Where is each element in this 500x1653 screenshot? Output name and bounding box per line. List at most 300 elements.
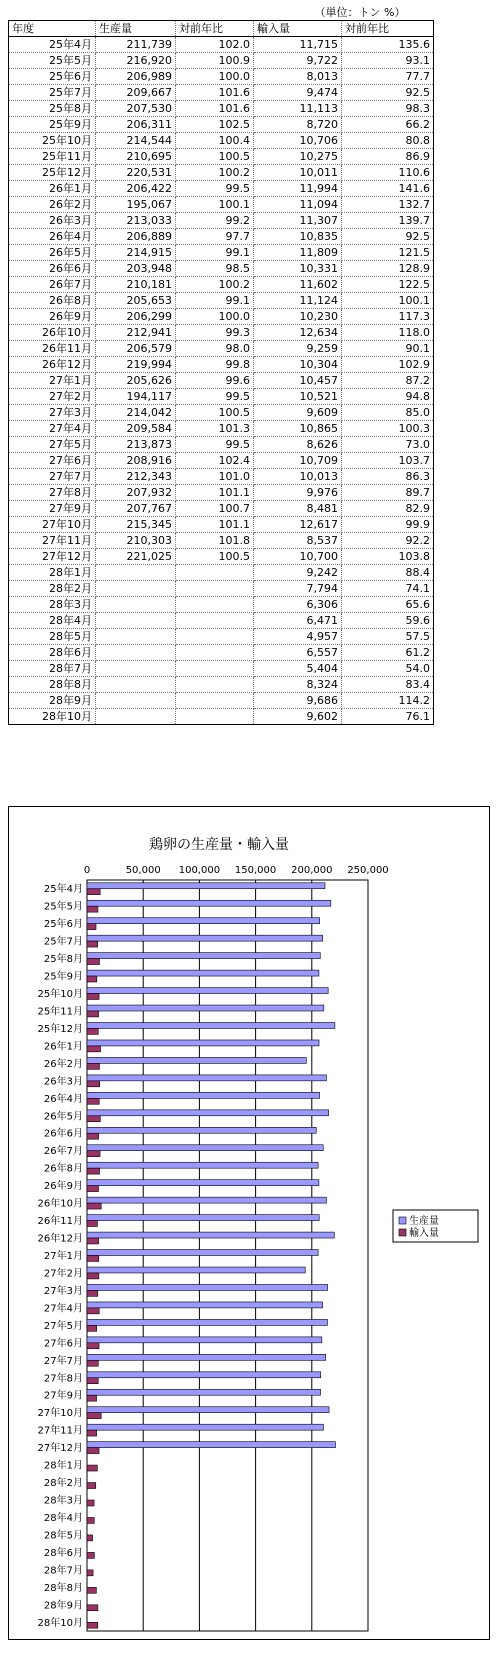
bar-imports xyxy=(87,924,96,930)
bar-production xyxy=(87,935,323,941)
bar-production xyxy=(87,1372,321,1378)
cell-production: 203,948 xyxy=(96,261,176,277)
cell-imports-yoy: 92.5 xyxy=(342,85,434,101)
cell-imports-yoy: 121.5 xyxy=(342,245,434,261)
bar-production xyxy=(87,1127,316,1133)
bar-production xyxy=(87,1057,306,1063)
bar-production xyxy=(87,1162,318,1168)
cell-imports-yoy: 99.9 xyxy=(342,517,434,533)
x-tick-label: 100,000 xyxy=(178,865,221,876)
bar-production xyxy=(87,1354,326,1360)
cell-imports: 10,521 xyxy=(254,389,342,405)
bar-production xyxy=(87,1319,327,1325)
category-label: 25年8月 xyxy=(43,954,83,966)
cell-production-yoy: 100.2 xyxy=(176,165,254,181)
cell-month: 26年8月 xyxy=(9,293,96,309)
bar-imports xyxy=(87,1605,98,1611)
bar-production xyxy=(87,1040,319,1046)
cell-month: 28年2月 xyxy=(9,581,96,597)
cell-imports: 10,457 xyxy=(254,373,342,389)
cell-production-yoy: 101.6 xyxy=(176,101,254,117)
cell-production-yoy xyxy=(176,709,254,725)
bar-imports xyxy=(87,1552,94,1558)
table-row xyxy=(9,693,434,709)
category-label: 27年5月 xyxy=(43,1320,83,1332)
category-label: 28年3月 xyxy=(43,1495,83,1507)
cell-month: 28年4月 xyxy=(9,613,96,629)
cell-production-yoy: 99.1 xyxy=(176,293,254,309)
table-row xyxy=(9,709,434,725)
table-row xyxy=(9,469,434,485)
cell-imports: 11,994 xyxy=(254,181,342,197)
table-row xyxy=(9,325,434,341)
bar-imports xyxy=(87,1203,101,1209)
cell-imports: 10,275 xyxy=(254,149,342,165)
table-row xyxy=(9,501,434,517)
cell-production xyxy=(96,629,176,645)
bar-imports xyxy=(87,1168,100,1174)
cell-month: 28年5月 xyxy=(9,629,96,645)
bar-production xyxy=(87,1267,305,1273)
cell-production xyxy=(96,709,176,725)
bar-imports xyxy=(87,1622,98,1628)
cell-imports-yoy: 132.7 xyxy=(342,197,434,213)
category-label: 25年4月 xyxy=(43,884,83,896)
cell-production-yoy: 101.1 xyxy=(176,485,254,501)
bar-imports xyxy=(87,1133,99,1139)
cell-month: 27年10月 xyxy=(9,517,96,533)
bar-production xyxy=(87,1407,329,1413)
bar-production xyxy=(87,953,320,959)
cell-month: 25年8月 xyxy=(9,101,96,117)
table-row xyxy=(9,661,434,677)
cell-imports: 6,306 xyxy=(254,597,342,613)
cell-imports-yoy: 73.0 xyxy=(342,437,434,453)
cell-month: 28年10月 xyxy=(9,709,96,725)
cell-imports-yoy: 122.5 xyxy=(342,277,434,293)
category-label: 27年10月 xyxy=(37,1408,83,1420)
bar-imports xyxy=(87,1186,98,1192)
table-row xyxy=(9,245,434,261)
cell-production-yoy: 99.2 xyxy=(176,213,254,229)
cell-month: 28年3月 xyxy=(9,597,96,613)
bar-production xyxy=(87,1232,334,1238)
cell-imports: 10,709 xyxy=(254,453,342,469)
bar-imports xyxy=(87,1221,97,1227)
bar-imports xyxy=(87,1063,99,1069)
cell-imports-yoy: 100.3 xyxy=(342,421,434,437)
cell-production: 207,932 xyxy=(96,485,176,501)
cell-production-yoy xyxy=(176,677,254,693)
bar-production xyxy=(87,1424,323,1430)
table-row xyxy=(9,565,434,581)
category-label: 25年11月 xyxy=(37,1006,83,1018)
cell-imports-yoy: 92.5 xyxy=(342,229,434,245)
bar-production xyxy=(87,1180,319,1186)
cell-imports-yoy: 61.2 xyxy=(342,645,434,661)
category-label: 26年8月 xyxy=(43,1163,83,1175)
bar-imports xyxy=(87,1308,99,1314)
category-label: 26年12月 xyxy=(37,1233,83,1245)
cell-imports: 10,331 xyxy=(254,261,342,277)
cell-imports: 8,013 xyxy=(254,69,342,85)
cell-month: 27年7月 xyxy=(9,469,96,485)
cell-production: 213,033 xyxy=(96,213,176,229)
table-body xyxy=(9,37,434,725)
bar-production xyxy=(87,883,325,889)
cell-month: 28年1月 xyxy=(9,565,96,581)
cell-imports-yoy: 86.9 xyxy=(342,149,434,165)
table-row xyxy=(9,533,434,549)
cell-production-yoy: 99.5 xyxy=(176,181,254,197)
bar-imports xyxy=(87,1413,101,1419)
cell-imports-yoy: 98.3 xyxy=(342,101,434,117)
cell-imports-yoy: 114.2 xyxy=(342,693,434,709)
cell-imports: 11,715 xyxy=(254,37,342,53)
cell-imports-yoy: 83.4 xyxy=(342,677,434,693)
cell-imports: 8,324 xyxy=(254,677,342,693)
cell-production: 210,181 xyxy=(96,277,176,293)
header-imports: 輸入量 xyxy=(254,21,342,37)
cell-month: 28年9月 xyxy=(9,693,96,709)
cell-production: 195,067 xyxy=(96,197,176,213)
category-label: 27年4月 xyxy=(43,1303,83,1315)
table-row xyxy=(9,101,434,117)
cell-production-yoy: 100.1 xyxy=(176,197,254,213)
cell-imports: 8,481 xyxy=(254,501,342,517)
cell-imports: 10,700 xyxy=(254,549,342,565)
cell-imports: 9,474 xyxy=(254,85,342,101)
bar-imports xyxy=(87,1343,99,1349)
cell-imports-yoy: 86.3 xyxy=(342,469,434,485)
cell-imports-yoy: 80.8 xyxy=(342,133,434,149)
cell-imports: 10,013 xyxy=(254,469,342,485)
table-row xyxy=(9,261,434,277)
category-label: 27年9月 xyxy=(43,1390,83,1402)
cell-imports: 12,634 xyxy=(254,325,342,341)
bar-production xyxy=(87,988,328,994)
bar-imports xyxy=(87,1517,94,1523)
cell-production-yoy: 101.0 xyxy=(176,469,254,485)
cell-production xyxy=(96,693,176,709)
cell-imports-yoy: 76.1 xyxy=(342,709,434,725)
x-tick-label: 250,000 xyxy=(347,865,389,876)
table-row xyxy=(9,53,434,69)
cell-month: 26年5月 xyxy=(9,245,96,261)
cell-production: 219,994 xyxy=(96,357,176,373)
table-row xyxy=(9,293,434,309)
cell-imports: 9,686 xyxy=(254,693,342,709)
cell-production-yoy: 99.6 xyxy=(176,373,254,389)
cell-production-yoy xyxy=(176,645,254,661)
cell-production-yoy: 100.5 xyxy=(176,149,254,165)
cell-imports: 10,835 xyxy=(254,229,342,245)
bar-imports xyxy=(87,1570,93,1576)
table-row xyxy=(9,581,434,597)
table-row xyxy=(9,357,434,373)
cell-production-yoy: 101.8 xyxy=(176,533,254,549)
category-label: 27年12月 xyxy=(37,1443,83,1455)
bar-production xyxy=(87,1110,329,1116)
category-label: 26年1月 xyxy=(43,1041,83,1053)
bar-imports xyxy=(87,1116,100,1122)
bar-imports xyxy=(87,1587,96,1593)
bar-imports xyxy=(87,1430,97,1436)
cell-imports: 12,617 xyxy=(254,517,342,533)
bar-imports xyxy=(87,1011,99,1017)
cell-imports-yoy: 88.4 xyxy=(342,565,434,581)
cell-production: 216,920 xyxy=(96,53,176,69)
table-row xyxy=(9,85,434,101)
category-label: 26年9月 xyxy=(43,1181,83,1193)
cell-month: 25年11月 xyxy=(9,149,96,165)
table-row xyxy=(9,517,434,533)
bar-imports xyxy=(87,889,100,895)
x-tick-label: 50,000 xyxy=(125,865,161,876)
cell-month: 26年1月 xyxy=(9,181,96,197)
bar-production xyxy=(87,1075,326,1081)
cell-month: 27年12月 xyxy=(9,549,96,565)
cell-month: 27年3月 xyxy=(9,405,96,421)
category-label: 26年7月 xyxy=(43,1146,83,1158)
cell-month: 26年7月 xyxy=(9,277,96,293)
cell-imports: 9,722 xyxy=(254,53,342,69)
cell-production: 207,767 xyxy=(96,501,176,517)
cell-imports-yoy: 110.6 xyxy=(342,165,434,181)
cell-production: 206,989 xyxy=(96,69,176,85)
table-row xyxy=(9,277,434,293)
cell-imports: 8,626 xyxy=(254,437,342,453)
legend-label-imports: 輸入量 xyxy=(409,1228,439,1239)
cell-imports-yoy: 59.6 xyxy=(342,613,434,629)
cell-month: 26年6月 xyxy=(9,261,96,277)
category-label: 26年4月 xyxy=(43,1093,83,1105)
category-label: 27年1月 xyxy=(43,1251,83,1262)
category-label: 25年5月 xyxy=(43,901,83,913)
category-label: 27年8月 xyxy=(43,1373,83,1385)
cell-imports: 4,957 xyxy=(254,629,342,645)
cell-production xyxy=(96,565,176,581)
category-label: 27年6月 xyxy=(43,1338,83,1350)
cell-production: 206,422 xyxy=(96,181,176,197)
bar-imports xyxy=(87,976,97,982)
header-imports-yoy: 対前年比 xyxy=(342,21,434,37)
cell-imports: 11,809 xyxy=(254,245,342,261)
category-label: 28年7月 xyxy=(43,1565,83,1577)
table-row xyxy=(9,389,434,405)
bar-production xyxy=(87,1023,335,1029)
cell-month: 26年3月 xyxy=(9,213,96,229)
table-row xyxy=(9,197,434,213)
category-label: 28年10月 xyxy=(37,1617,83,1629)
cell-production: 210,695 xyxy=(96,149,176,165)
category-label: 26年5月 xyxy=(43,1111,83,1123)
legend-label-production: 生産量 xyxy=(409,1216,439,1227)
cell-imports: 8,537 xyxy=(254,533,342,549)
table-row xyxy=(9,485,434,501)
cell-month: 25年7月 xyxy=(9,85,96,101)
cell-imports-yoy: 139.7 xyxy=(342,213,434,229)
cell-production: 205,626 xyxy=(96,373,176,389)
header-month: 年度 xyxy=(9,21,96,37)
cell-production-yoy: 100.9 xyxy=(176,53,254,69)
category-label: 27年2月 xyxy=(43,1268,83,1280)
legend-swatch-production xyxy=(399,1217,406,1224)
category-label: 25年12月 xyxy=(37,1023,83,1035)
bar-imports xyxy=(87,1238,99,1244)
unit-note: （単位：トン %） xyxy=(314,6,406,19)
table-row xyxy=(9,165,434,181)
table-row xyxy=(9,229,434,245)
cell-imports: 10,230 xyxy=(254,309,342,325)
cell-production: 220,531 xyxy=(96,165,176,181)
cell-production-yoy xyxy=(176,581,254,597)
cell-production xyxy=(96,597,176,613)
category-label: 26年6月 xyxy=(43,1128,83,1140)
cell-month: 25年9月 xyxy=(9,117,96,133)
cell-imports: 9,259 xyxy=(254,341,342,357)
table-row xyxy=(9,117,434,133)
cell-production-yoy: 100.2 xyxy=(176,277,254,293)
bar-imports xyxy=(87,1483,96,1489)
cell-production: 214,915 xyxy=(96,245,176,261)
category-label: 25年10月 xyxy=(37,989,83,1001)
cell-month: 28年7月 xyxy=(9,661,96,677)
bar-imports xyxy=(87,1448,99,1454)
cell-production: 212,941 xyxy=(96,325,176,341)
bar-imports xyxy=(87,1290,98,1296)
cell-imports-yoy: 90.1 xyxy=(342,341,434,357)
cell-production: 206,299 xyxy=(96,309,176,325)
cell-month: 25年12月 xyxy=(9,165,96,181)
category-label: 28年8月 xyxy=(43,1582,83,1594)
cell-month: 26年9月 xyxy=(9,309,96,325)
bar-production xyxy=(87,1197,326,1203)
category-label: 27年11月 xyxy=(37,1425,83,1437)
category-label: 26年10月 xyxy=(37,1198,83,1210)
cell-imports: 9,976 xyxy=(254,485,342,501)
table-row xyxy=(9,37,434,53)
chart-title: 鶏卵の生産量・輸入量 xyxy=(149,837,289,853)
cell-production-yoy: 100.5 xyxy=(176,549,254,565)
bar-imports xyxy=(87,1378,98,1384)
cell-imports-yoy: 66.2 xyxy=(342,117,434,133)
cell-imports-yoy: 94.8 xyxy=(342,389,434,405)
category-label: 28年9月 xyxy=(43,1600,83,1612)
cell-production-yoy: 101.6 xyxy=(176,85,254,101)
cell-production: 206,579 xyxy=(96,341,176,357)
cell-production: 214,042 xyxy=(96,405,176,421)
cell-imports-yoy: 87.2 xyxy=(342,373,434,389)
table-row xyxy=(9,69,434,85)
cell-imports-yoy: 82.9 xyxy=(342,501,434,517)
table-row xyxy=(9,213,434,229)
bar-production xyxy=(87,1145,323,1151)
cell-production: 206,311 xyxy=(96,117,176,133)
cell-production-yoy: 99.5 xyxy=(176,389,254,405)
cell-imports: 11,307 xyxy=(254,213,342,229)
cell-imports-yoy: 135.6 xyxy=(342,37,434,53)
bar-production xyxy=(87,1092,320,1098)
cell-production-yoy: 99.8 xyxy=(176,357,254,373)
table-row xyxy=(9,437,434,453)
cell-imports: 10,706 xyxy=(254,133,342,149)
cell-production-yoy xyxy=(176,597,254,613)
table-row xyxy=(9,405,434,421)
cell-imports: 10,865 xyxy=(254,421,342,437)
bar-production xyxy=(87,1337,322,1343)
cell-production xyxy=(96,613,176,629)
table-row xyxy=(9,133,434,149)
cell-production xyxy=(96,677,176,693)
cell-imports: 9,242 xyxy=(254,565,342,581)
bar-imports xyxy=(87,941,98,947)
cell-imports-yoy: 128.9 xyxy=(342,261,434,277)
table-row xyxy=(9,613,434,629)
cell-imports-yoy: 93.1 xyxy=(342,53,434,69)
table-header-row xyxy=(9,21,434,37)
cell-production-yoy: 99.1 xyxy=(176,245,254,261)
cell-production xyxy=(96,661,176,677)
table-row xyxy=(9,549,434,565)
cell-production: 221,025 xyxy=(96,549,176,565)
cell-imports-yoy: 85.0 xyxy=(342,405,434,421)
cell-imports: 6,557 xyxy=(254,645,342,661)
bar-imports xyxy=(87,959,99,965)
bar-production xyxy=(87,1442,335,1448)
cell-month: 25年10月 xyxy=(9,133,96,149)
table-row xyxy=(9,181,434,197)
bar-imports xyxy=(87,994,99,1000)
legend-swatch-imports xyxy=(399,1229,406,1236)
category-label: 28年6月 xyxy=(43,1547,83,1559)
cell-imports-yoy: 103.7 xyxy=(342,453,434,469)
cell-imports: 8,720 xyxy=(254,117,342,133)
category-label: 28年5月 xyxy=(43,1530,83,1542)
cell-month: 25年4月 xyxy=(9,37,96,53)
cell-production-yoy xyxy=(176,661,254,677)
bar-imports xyxy=(87,1081,100,1087)
cell-month: 27年1月 xyxy=(9,373,96,389)
cell-production-yoy xyxy=(176,629,254,645)
bar-imports xyxy=(87,1360,98,1366)
cell-imports: 10,011 xyxy=(254,165,342,181)
cell-month: 27年9月 xyxy=(9,501,96,517)
category-label: 25年7月 xyxy=(43,936,83,948)
table-row xyxy=(9,677,434,693)
cell-production-yoy: 102.4 xyxy=(176,453,254,469)
cell-imports: 6,471 xyxy=(254,613,342,629)
bar-imports xyxy=(87,906,98,912)
cell-imports-yoy: 118.0 xyxy=(342,325,434,341)
cell-imports: 9,609 xyxy=(254,405,342,421)
bar-production xyxy=(87,1005,324,1011)
bar-imports xyxy=(87,1500,94,1506)
table-row xyxy=(9,453,434,469)
category-label: 26年2月 xyxy=(43,1058,83,1070)
table-row xyxy=(9,341,434,357)
cell-imports-yoy: 100.1 xyxy=(342,293,434,309)
x-tick-label: 200,000 xyxy=(291,865,333,876)
cell-imports-yoy: 117.3 xyxy=(342,309,434,325)
category-label: 28年4月 xyxy=(43,1512,83,1524)
cell-month: 26年2月 xyxy=(9,197,96,213)
cell-month: 27年4月 xyxy=(9,421,96,437)
cell-month: 26年10月 xyxy=(9,325,96,341)
cell-imports: 11,094 xyxy=(254,197,342,213)
table-row xyxy=(9,645,434,661)
cell-production: 194,117 xyxy=(96,389,176,405)
